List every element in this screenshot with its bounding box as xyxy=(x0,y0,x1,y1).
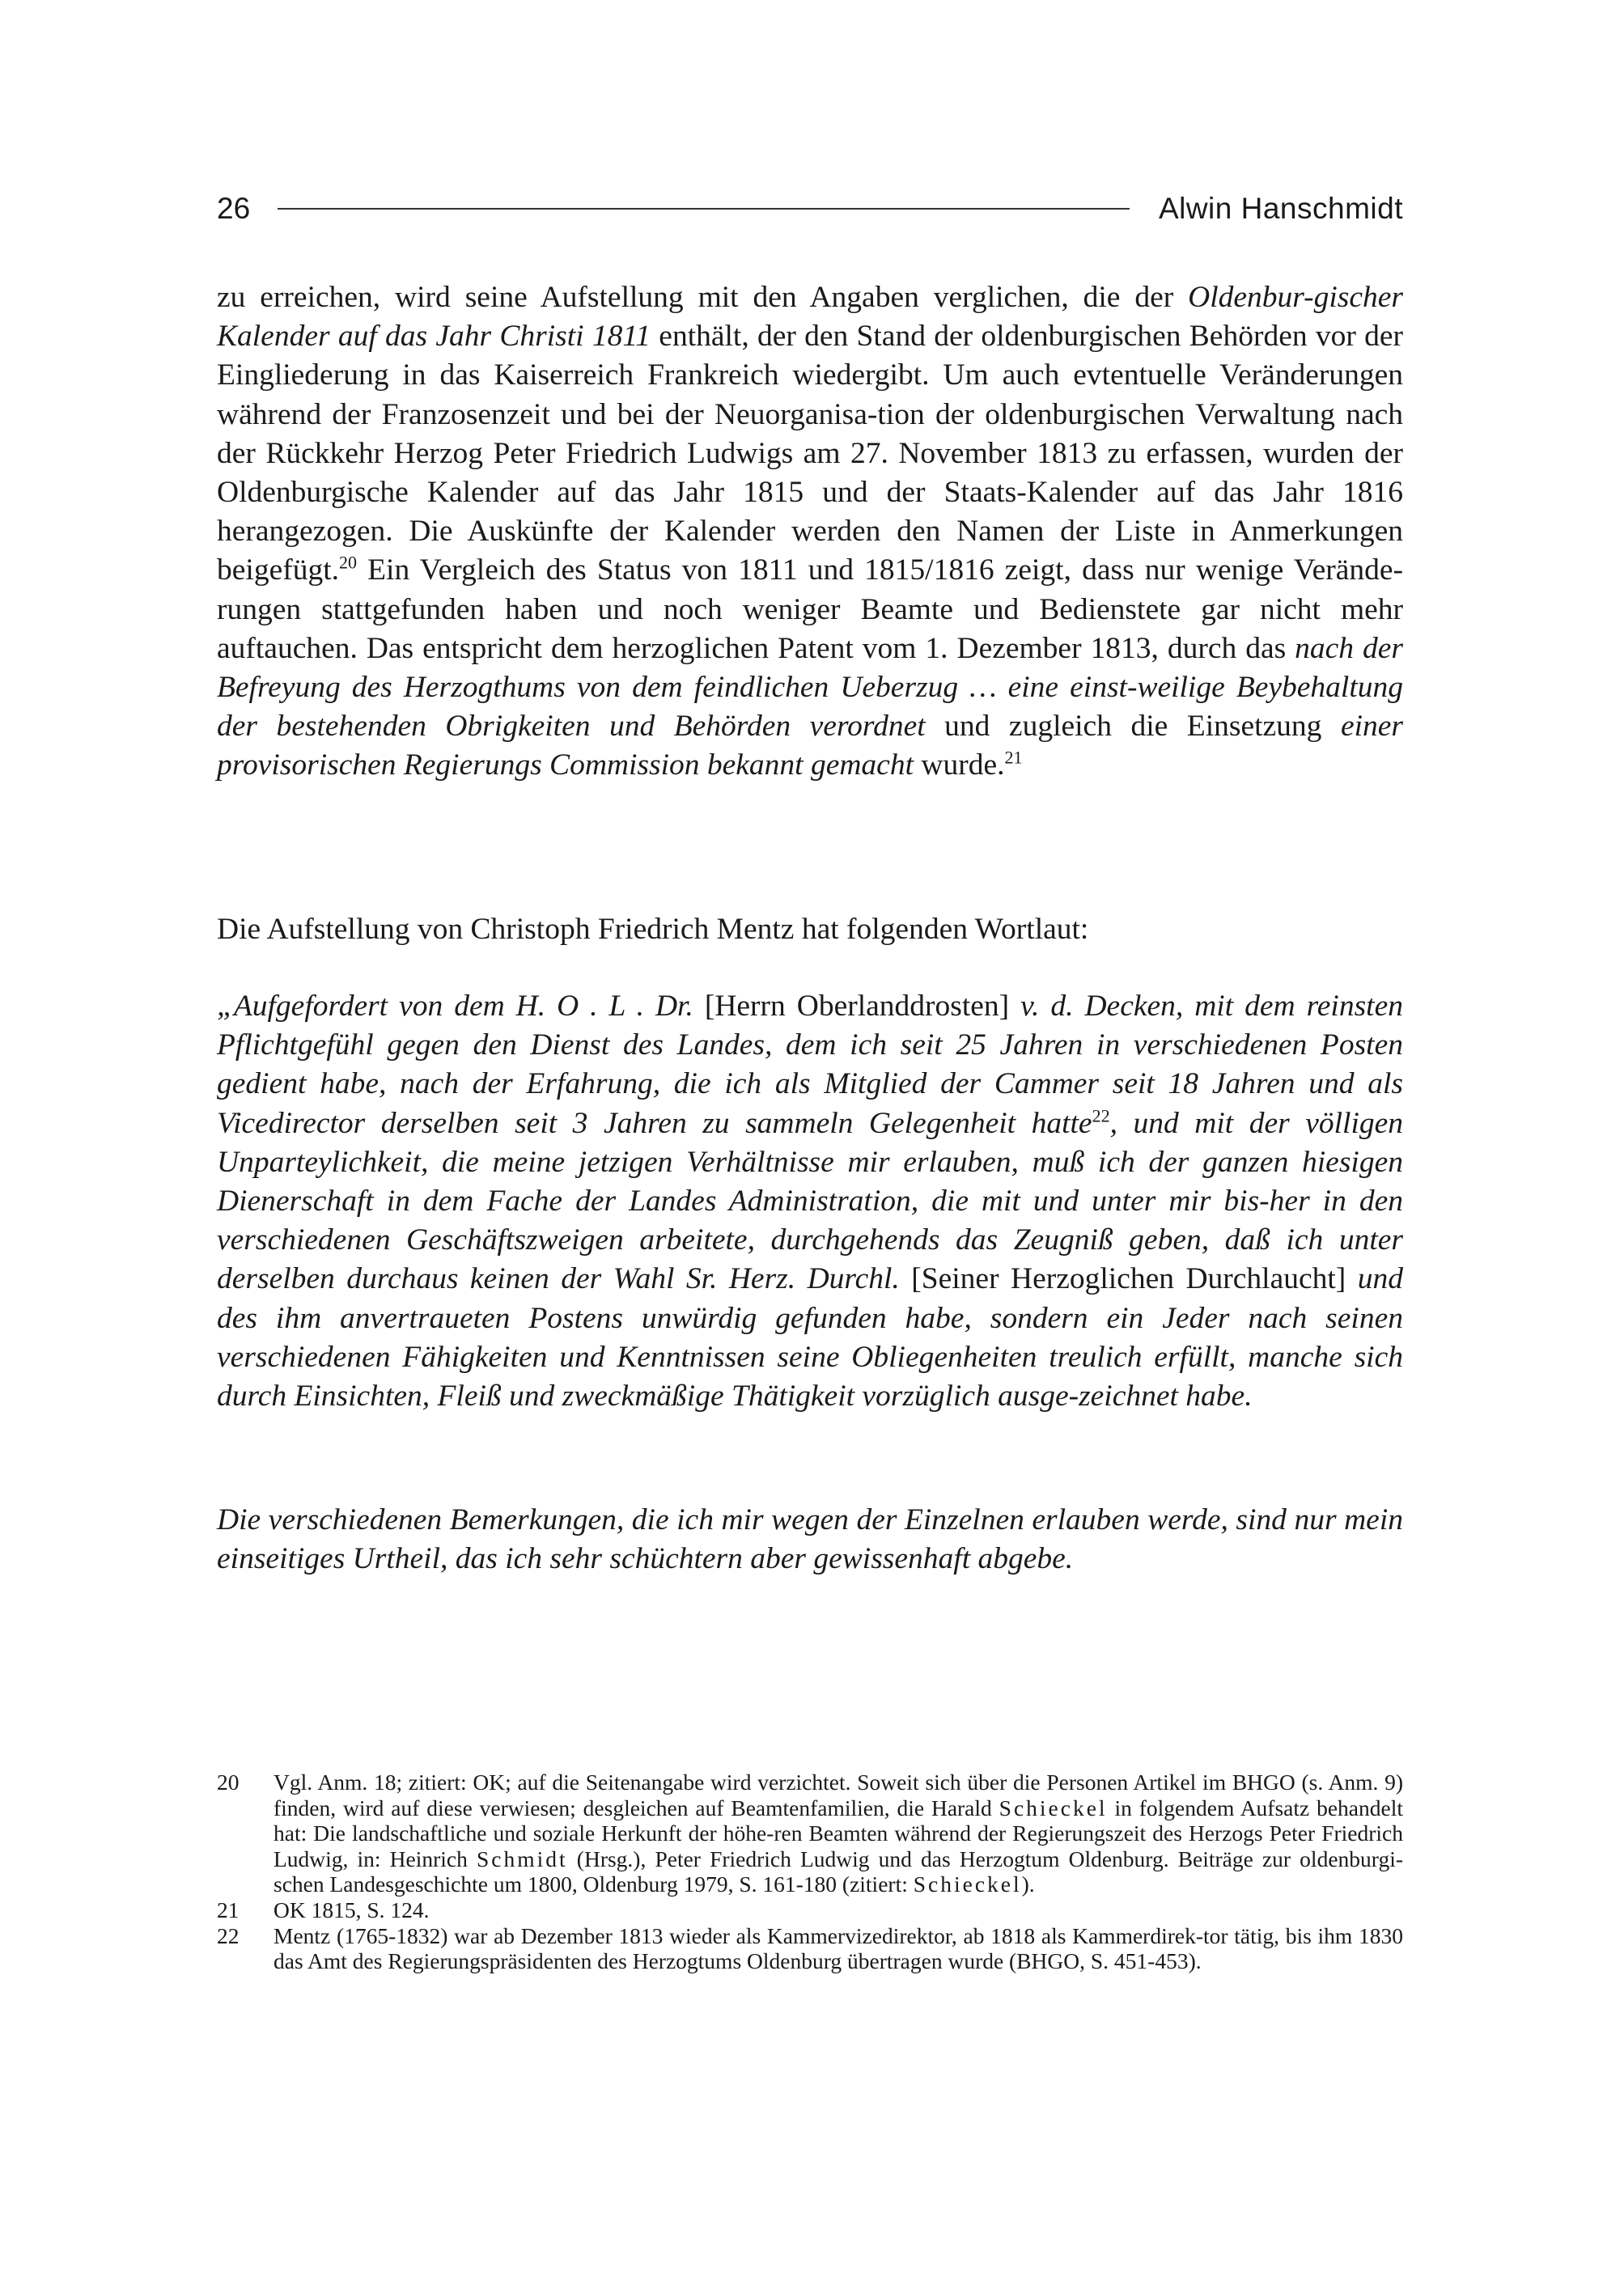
footnote-run: in folgendem Aufsatz behandelt hat: Die landschaftliche und soziale Herkunft der höhe-ren Beamten während der Regierungszeit des Herzogs Peter Friedrich Ludwig, in: Heinrich xyxy=(273,1795,1403,1871)
footnote-22 xyxy=(217,1923,1403,1974)
footnote-ref-21[interactable]: 21 xyxy=(1004,747,1023,768)
footnotes xyxy=(217,1770,1403,1974)
text-run: und zugleich die Einsetzung xyxy=(925,710,1341,744)
text-run: enthält, der den Stand der oldenburgischen Behörden vor der Eingliederung in das Kaiserreich Frankreich wiedergibt. Um auch evtentuelle Veränderungen während der Franzosenzeit und bei der Neuorganisa-tion der oldenburgischen Verwaltung nach der Rückkehr Herzog Peter Friedrich Ludwigs am 27. November 1813 zu erfassen, wurden der Oldenburgische Kalender auf das Jahr 1815 und der Staats-Kalender auf das Jahr 1816 herangezogen. Die Auskünfte der Kalender werden den Namen der Liste in Anmerkungen beigefügt. xyxy=(217,320,1403,587)
quote-run: , und mit der völligen Unparteylichkeit, die meine jetzigen Verhältnisse mir erlauben, muß ich der ganzen hiesigen Dienerschaft in dem Fache der Landes Administration, die mit und unter mir bis-her in den verschiedenen Geschäftszweigen arbeitete, durchgehends das Zeugniß geben, daß ich unter derselben durchaus keinen der Wahl Sr. Herz. Durchl. xyxy=(217,1106,1404,1296)
quote-run: „Aufgefordert von dem H. O . L . Dr. xyxy=(217,990,693,1023)
footnote-run: (Hrsg.), Peter Friedrich Ludwig und das Herzogtum Oldenburg. Beiträge zur oldenburgi-schen Landesgeschichte um 1800, Oldenburg 1979, S. 161-180 (zitiert: xyxy=(273,1846,1403,1897)
editorial-insert: [Herrn Oberlanddrosten] xyxy=(693,990,1021,1023)
page-number: 26 xyxy=(217,192,251,225)
author-name: Schieckel xyxy=(999,1795,1108,1820)
italic-title: Oldenbur-gischer Kalender auf das Jahr Christi 1811 xyxy=(217,281,1403,354)
footnote-text: Mentz (1765-1832) war ab Dezember 1813 wieder als Kammervizedirektor, ab 1818 als Kammerdirek-tor tätig, bis ihm 1830 das Amt des Regierungspräsidenten des Herzogtums Oldenburg übertragen wurde (BHGO, S. 451-453). xyxy=(273,1922,1403,1974)
text-run: Ein Vergleich des Status von 1811 und 1815/1816 zeigt, dass nur wenige Verände-rungen stattgefunden haben und noch weniger Beamte und Bedienstete gar nicht mehr auftauchen. Das entspricht dem herzoglichen Patent vom 1. Dezember 1813, durch das xyxy=(217,553,1403,665)
editorial-insert: [Seiner Herzoglichen Durchlaucht] xyxy=(899,1262,1358,1296)
footnote-number: 22 xyxy=(217,1922,240,1948)
quote-run: Die verschiedenen Bemerkungen, die ich mir wegen der Einzelnen erlauben werde, sind nur mein einseitiges Urtheil, das ich sehr schüchtern aber gewissenhaft abgebe. xyxy=(217,1503,1403,1576)
quote-run: und des ihm anvertraueten Postens unwürdig gefunden habe, sondern ein Jeder nach seinen verschiedenen Fähigkeiten und Kenntnissen seine Obliegenheiten treulich erfüllt, manche sich durch Einsichten, Fleiß und zweckmäßige Thätigkeit vorzüglich ausge-zeichnet habe. xyxy=(217,1262,1403,1414)
footnote-21 xyxy=(217,1897,1403,1923)
lead-paragraph: Die Aufstellung von Christoph Friedrich Mentz hat folgenden Wortlaut: xyxy=(217,913,1089,946)
text-run: zu erreichen, wird seine Aufstellung mit den Angaben verglichen, die der xyxy=(217,281,1189,314)
running-head-author: Alwin Hanschmidt xyxy=(1158,192,1403,225)
footnote-number: 20 xyxy=(217,1770,240,1795)
header-rule xyxy=(278,208,1130,210)
footnote-ref-22[interactable]: 22 xyxy=(1092,1105,1110,1126)
footnote-run: ). xyxy=(1021,1871,1035,1897)
italic-quote: nach der Befreyung des Herzogthums von dem feindlichen Ueberzug … eine einst-weilige Beybehaltung der bestehenden Obrigkeiten und Behörden verordnet xyxy=(217,631,1403,744)
intro-paragraph xyxy=(217,278,1403,786)
footnote-20 xyxy=(217,1770,1403,1897)
quote-paragraph xyxy=(217,987,1403,1416)
quote-paragraph-2 xyxy=(217,1501,1403,1579)
text-run: wurde. xyxy=(914,748,1005,782)
author-name: Schmidt xyxy=(477,1846,568,1871)
running-header xyxy=(217,184,1403,233)
footnote-ref-20[interactable]: 20 xyxy=(339,552,357,573)
footnote-run: Vgl. Anm. 18; zitiert: OK; auf die Seitenangabe wird verzichtet. Soweit sich über die Personen Artikel im BHGO (s. Anm. 9) finden, wird auf diese verwiesen; desgleichen auf Beamtenfamilien, die Harald xyxy=(273,1770,1403,1820)
footnote-number: 21 xyxy=(217,1897,240,1922)
quote-run: v. d. Decken, mit dem reinsten Pflichtgefühl gegen den Dienst des Landes, dem ich seit 25 Jahren in verschiedenen Posten gedient habe, nach der Erfahrung, die ich als Mitglied der Cammer seit 18 Jahren und als Vicedirector derselben seit 3 Jahren zu sammeln Gelegenheit hatte xyxy=(217,990,1403,1140)
footnote-text: OK 1815, S. 124. xyxy=(273,1897,430,1922)
author-name: Schieckel xyxy=(913,1871,1022,1897)
italic-quote: einer provisorischen Regierungs Commission bekannt gemacht xyxy=(217,710,1403,782)
footnote-text xyxy=(273,1770,1403,1897)
